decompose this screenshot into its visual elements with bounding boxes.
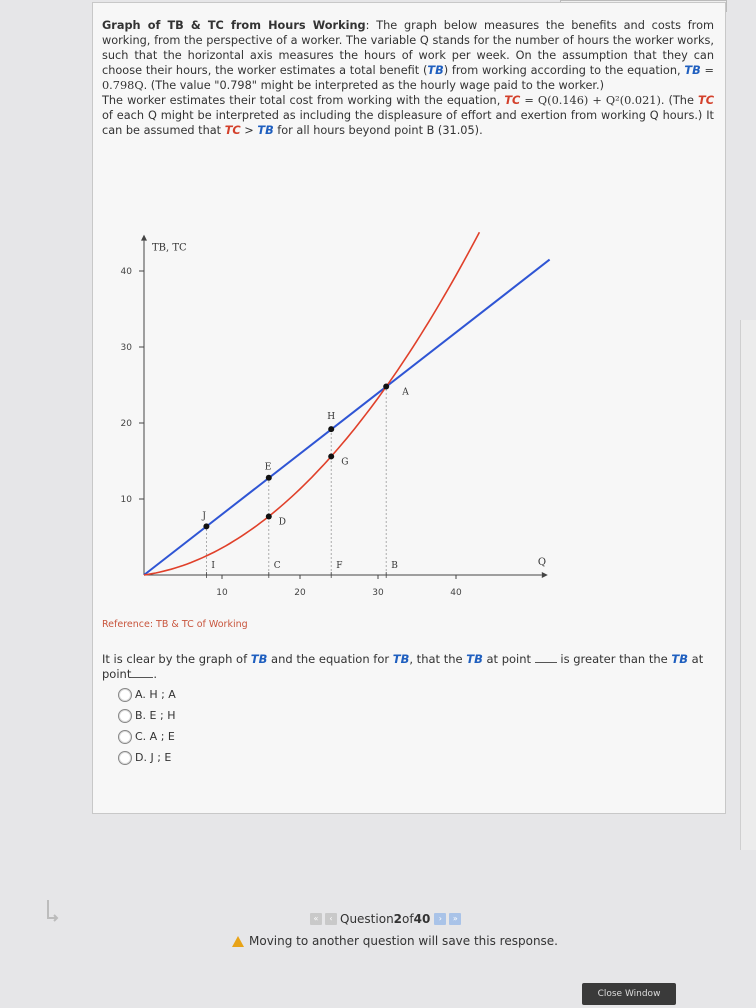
point-A (383, 384, 389, 390)
x-axis-arrow (542, 572, 548, 578)
axis-point-label-I: I (211, 561, 215, 571)
radio-a[interactable] (118, 688, 132, 702)
point-label-G: G (341, 457, 349, 468)
intro-title: Graph of TB & TC from Hours Working (102, 19, 366, 32)
point-label-H: H (327, 412, 336, 423)
last-question-button[interactable]: » (449, 913, 461, 925)
next-question-button[interactable]: › (434, 913, 446, 925)
point-label-D: D (278, 517, 287, 528)
option-b[interactable] (118, 705, 176, 726)
save-notice-text: Moving to another question will save this response. (249, 934, 558, 948)
question-intro (102, 18, 714, 138)
intro-text-6: of each Q might be interpreted as including the displeasure of effort and exertion from working Q hours.) It can be assumed that (102, 109, 714, 137)
q-tb-4: TB (671, 652, 689, 666)
y-axis-arrow (141, 235, 147, 241)
tb-equation: = 0.798Q (102, 64, 714, 92)
mouse-cursor-icon (45, 898, 59, 924)
q-tb-3: TB (466, 652, 483, 666)
option-d-label: D. J ; E (135, 751, 172, 764)
q-text-3: , that the (409, 652, 467, 666)
point-label-A: A (402, 387, 409, 398)
first-question-button[interactable]: « (310, 913, 322, 925)
x-tick-label-20: 20 (294, 588, 306, 598)
total-questions: 40 (413, 912, 431, 926)
point-label-E: E (264, 462, 272, 473)
radio-b[interactable] (118, 709, 132, 723)
question-text (102, 652, 712, 682)
x-tick-label-10: 10 (216, 588, 228, 598)
q-tb-1: TB (250, 652, 268, 666)
q-tb-2: TB (392, 652, 410, 666)
axis-point-label-C: C (273, 561, 281, 571)
prev-question-button[interactable]: ‹ (325, 913, 337, 925)
answer-options (118, 684, 176, 768)
q-text-1: It is clear by the graph of (102, 652, 251, 666)
x-tick-label-40: 40 (450, 588, 462, 598)
point-J (203, 523, 209, 529)
option-c[interactable] (118, 726, 176, 747)
save-notice (232, 934, 558, 948)
option-b-label: B. E ; H (135, 709, 176, 722)
radio-c[interactable] (118, 730, 132, 744)
x-axis-label: Q (537, 557, 547, 568)
y-axis-label: TB, TC (152, 242, 187, 254)
tb-label-2: TB (257, 124, 274, 137)
question-navigation (310, 912, 464, 926)
warning-icon (232, 936, 244, 947)
q-text-2: and the equation for (267, 652, 393, 666)
tc-equation-lhs: TC (504, 94, 521, 107)
y-tick-label-40: 40 (120, 267, 132, 277)
intro-text-2: ) from working according to the equation, (443, 64, 685, 77)
tb-label: TB (427, 64, 444, 77)
gt-sign: > (240, 124, 258, 137)
axis-point-label-B: B (391, 561, 398, 571)
tc-equation: = Q(0.146) + Q²(0.021) (520, 94, 661, 107)
tc-label: TC (697, 94, 714, 107)
point-G (328, 453, 334, 459)
axis-point-label-F: F (336, 561, 343, 571)
intro-text-7: for all hours beyond point B (31.05). (273, 124, 483, 137)
q-text-5: is greater than the (556, 652, 672, 666)
intro-text-4: The worker estimates their total cost from working with the equation, (102, 94, 505, 107)
question-of: of (402, 912, 414, 926)
option-a[interactable] (118, 684, 176, 705)
y-tick-label-20: 20 (120, 419, 132, 429)
q-text-6: at point (102, 652, 704, 681)
intro-text-5: . (The (660, 94, 698, 107)
point-label-J: J (202, 511, 207, 522)
option-d[interactable] (118, 747, 176, 768)
radio-d[interactable] (118, 751, 132, 765)
scrollbar[interactable] (740, 320, 756, 850)
tb-equation-lhs: TB (684, 64, 701, 77)
tc-curve (144, 232, 479, 575)
point-D (266, 513, 272, 519)
blank-2 (131, 667, 153, 678)
intro-text-3: . (The value "0.798" might be interpreted as the hourly wage paid to the worker.) (143, 79, 605, 92)
q-text-4: at point (482, 652, 535, 666)
x-tick-label-30: 30 (372, 588, 384, 598)
blank-1 (535, 652, 557, 663)
point-H (328, 426, 334, 432)
y-tick-label-10: 10 (120, 495, 132, 505)
close-window-button[interactable]: Close Window (582, 983, 676, 1005)
option-a-label: A. H ; A (135, 688, 176, 701)
reference-link[interactable]: Reference: TB & TC of Working (102, 619, 248, 630)
option-c-label: C. A ; E (135, 730, 175, 743)
y-tick-label-30: 30 (120, 343, 132, 353)
tc-label-2: TC (224, 124, 241, 137)
question-prefix: Question (340, 912, 394, 926)
intro-text-1: : The graph below measures the benefits and costs from working, from the perspective of a worker. The variable Q stands for the number of hours the worker works, such that the horizontal axis measures the hours of work per week. On the assumption that they can choose their hours, the worker estimates a total benefit ( (102, 19, 714, 77)
current-question: 2 (393, 912, 403, 926)
tb-tc-chart (100, 170, 560, 610)
point-E (266, 475, 272, 481)
q-text-7: . (153, 667, 157, 681)
